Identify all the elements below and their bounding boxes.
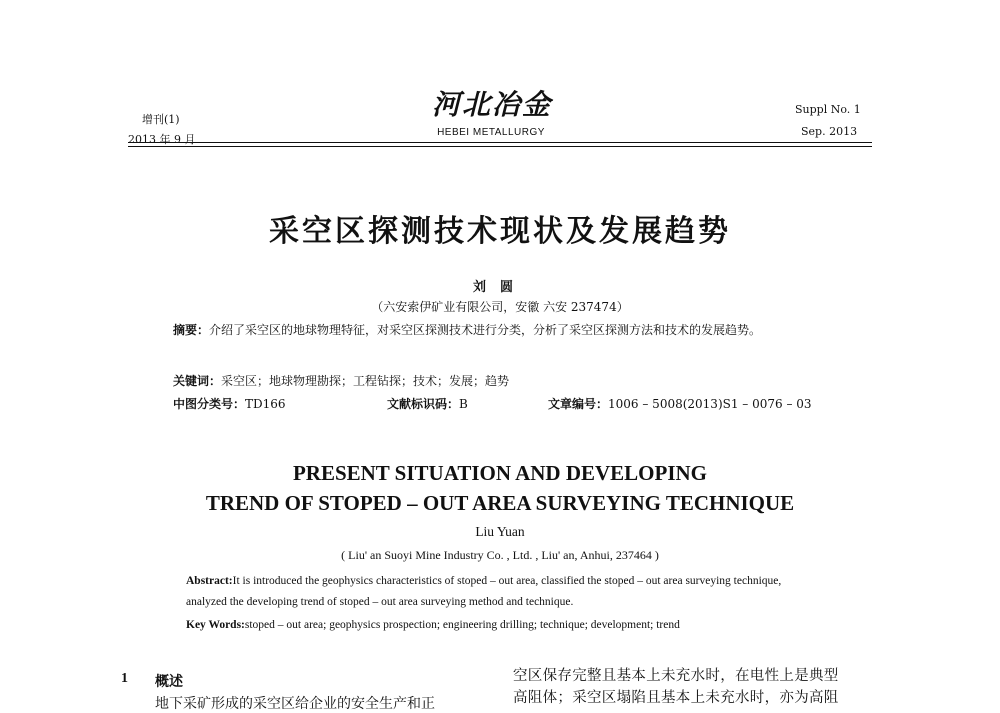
body-right-line2: 高阻体；采空区塌陷且基本上未充水时，亦为高阻 [513,690,839,706]
issue-cn: 增刊(1) [142,113,180,126]
section-title: 概述 [155,674,183,690]
affiliation-cn: （六安索伊矿业有限公司，安徽 六安 237474） [371,300,629,314]
article-number-label: 文章编号： [548,397,609,411]
body-right-line1: 空区保存完整且基本上未充水时，在电性上是典型 [513,668,839,684]
keywords-label-cn: 关键词： [173,374,222,388]
clc-label: 中图分类号： [173,397,246,411]
abstract-text-en: It is introduced the geophysics characteristics of stoped – out area, classified the stoped – out area surveying technique, analyzed the developing trend of stoped – out area surveying method and technique. [186,575,782,608]
doc-code-label: 文献标识码： [387,397,460,411]
header-rule-bottom [128,146,872,147]
doc-code [387,395,468,412]
affiliation-en: ( Liu' an Suoyi Mine Industry Co. , Ltd. , Liu' an, Anhui, 237464 ) [341,548,659,562]
paper-title-en-line2: TREND OF STOPED – OUT AREA SURVEYING TECHNIQUE [205,491,795,515]
abstract-en [186,571,816,613]
abstract-cn [173,320,813,341]
abstract-text-cn: 介绍了采空区的地球物理特征，对采空区探测技术进行分类，分析了采空区探测方法和技术的发展趋势。 [209,323,762,337]
doc-code-value: B [459,397,468,411]
body-left-line1: 地下采矿形成的采空区给企业的安全生产和正 [155,696,435,712]
header-rule-top [128,142,872,143]
date-en: Sep. 2013 [801,125,858,138]
keywords-label-en: Key Words: [186,619,245,631]
journal-logo-cn: 河北冶金 [432,88,553,121]
keywords-text-cn: 采空区；地球物理勘探；工程钻探；技术；发展；趋势 [221,374,510,388]
article-number [548,395,812,412]
author-cn: 刘圆 [472,280,527,295]
section-number: 1 [121,671,128,686]
article-number-value: 1006 – 5008(2013)S1 – 0076 – 03 [608,397,812,411]
keywords-text-en: stoped – out area; geophysics prospection; engineering drilling; technique; development; trend [244,619,680,631]
abstract-label-cn: 摘要： [173,323,210,337]
clc-value: TD166 [245,397,286,411]
paper-title-cn: 采空区探测技术现状及发展趋势 [269,214,731,249]
issue-en: Suppl No. 1 [795,103,861,116]
abstract-label-en: Abstract: [186,575,233,587]
clc-number [173,395,286,412]
keywords-cn [173,371,509,392]
keywords-en [186,615,680,636]
paper-title-en-line1: PRESENT SITUATION AND DEVELOPING [292,461,708,485]
author-en: Liu Yuan [475,524,525,539]
date-cn: 2013 年 9 月 [128,133,196,146]
journal-name-en: HEBEI METALLURGY [437,127,545,138]
